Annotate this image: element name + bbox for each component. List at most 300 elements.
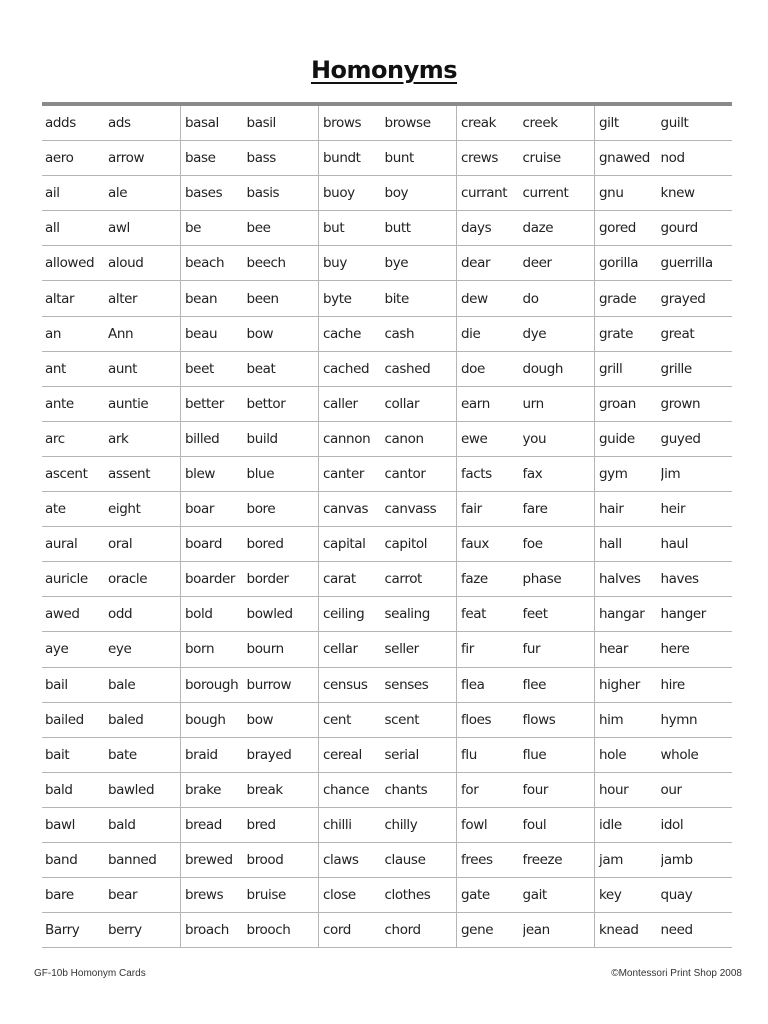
homonym-word: allowed — [45, 255, 95, 272]
homonym-word: bough — [185, 711, 226, 728]
homonym-word: aye — [45, 641, 69, 658]
homonym-pair-row — [457, 106, 594, 141]
homonym-word: ate — [45, 501, 66, 518]
homonym-partner-word: haul — [660, 536, 689, 553]
homonym-word: hole — [599, 746, 627, 763]
homonym-partner-word: brooch — [246, 922, 291, 939]
homonym-partner-word: awl — [108, 220, 130, 237]
homonym-column-2 — [180, 106, 318, 948]
homonym-word: basal — [185, 115, 219, 132]
homonym-pair-row — [595, 141, 732, 176]
homonym-pair-row — [181, 176, 318, 211]
homonym-pair-row — [42, 527, 180, 562]
homonym-pair-row — [595, 913, 732, 948]
homonym-partner-word: chants — [384, 781, 428, 798]
homonym-partner-word: canon — [384, 430, 424, 447]
homonym-pair-row — [181, 843, 318, 878]
homonym-partner-word: bear — [108, 887, 138, 904]
homonym-partner-word: blue — [246, 465, 275, 482]
homonym-word: facts — [461, 465, 492, 482]
homonym-word: faze — [461, 571, 488, 588]
homonym-partner-word: aunt — [108, 360, 138, 377]
homonym-pair-row — [42, 422, 180, 457]
homonym-pair-row — [42, 913, 180, 948]
homonym-pair-row — [42, 597, 180, 632]
homonym-partner-word: cruise — [522, 150, 561, 167]
homonym-pair-row — [457, 597, 594, 632]
homonym-word: canvas — [323, 501, 369, 518]
homonym-word: ewe — [461, 430, 488, 447]
homonym-word: board — [185, 536, 222, 553]
homonym-partner-word: four — [522, 781, 549, 798]
homonym-word: beet — [185, 360, 214, 377]
homonym-partner-word: cashed — [384, 360, 431, 377]
homonym-partner-word: brood — [246, 852, 284, 869]
homonym-partner-word: chord — [384, 922, 421, 939]
homonym-partner-word: boy — [384, 185, 409, 202]
homonym-pair-row — [42, 352, 180, 387]
homonym-word: bases — [185, 185, 223, 202]
homonym-pair-row — [181, 246, 318, 281]
homonym-word: frees — [461, 852, 493, 869]
homonym-pair-row — [595, 808, 732, 843]
homonym-partner-word: eight — [108, 501, 141, 518]
homonym-word: gilt — [599, 115, 619, 132]
homonym-pair-row — [181, 141, 318, 176]
homonym-pair-row — [319, 422, 456, 457]
homonym-pair-row — [595, 527, 732, 562]
homonym-partner-word: bunt — [384, 150, 414, 167]
homonym-partner-word: beat — [246, 360, 276, 377]
homonym-word: dear — [461, 255, 491, 272]
homonym-word: broach — [185, 922, 229, 939]
homonym-pair-row — [595, 632, 732, 667]
homonym-partner-word: hanger — [660, 606, 706, 623]
homonym-word: cord — [323, 922, 351, 939]
homonym-word: close — [323, 887, 356, 904]
homonym-word: ant — [45, 360, 66, 377]
homonym-pair-row — [42, 141, 180, 176]
homonym-pair-row — [457, 668, 594, 703]
homonym-pair-row — [42, 176, 180, 211]
homonym-pair-row — [319, 141, 456, 176]
homonym-word: gene — [461, 922, 494, 939]
homonym-word: caller — [323, 395, 358, 412]
homonym-pair-row — [595, 317, 732, 352]
homonym-pair-row — [457, 562, 594, 597]
homonym-pair-row — [595, 352, 732, 387]
homonym-word: better — [185, 395, 224, 412]
homonym-pair-row — [457, 773, 594, 808]
homonym-partner-word: hymn — [660, 711, 698, 728]
homonym-word: beau — [185, 325, 218, 342]
homonym-partner-word: brayed — [246, 746, 292, 763]
homonym-pair-row — [181, 281, 318, 316]
homonym-pair-row — [457, 457, 594, 492]
homonym-pair-row — [181, 668, 318, 703]
homonym-partner-word: seller — [384, 641, 419, 658]
homonym-partner-word: foe — [522, 536, 543, 553]
homonym-table — [42, 106, 732, 948]
homonym-word: billed — [185, 430, 220, 447]
homonym-word: idle — [599, 816, 622, 833]
page-title: Homonyms — [310, 56, 458, 84]
homonym-pair-row — [42, 738, 180, 773]
homonym-word: arc — [45, 430, 65, 447]
homonym-word: groan — [599, 395, 636, 412]
homonym-pair-row — [181, 527, 318, 562]
homonym-word: brows — [323, 115, 362, 132]
homonym-pair-row — [595, 597, 732, 632]
homonym-pair-row — [181, 317, 318, 352]
homonym-pair-row — [181, 738, 318, 773]
homonym-word: carat — [323, 571, 356, 588]
homonym-word: byte — [323, 290, 352, 307]
homonym-pair-row — [457, 246, 594, 281]
homonym-word: cellar — [323, 641, 358, 658]
homonym-partner-word: whole — [660, 746, 699, 763]
homonym-partner-word: browse — [384, 115, 431, 132]
homonym-partner-word: bruise — [246, 887, 286, 904]
homonym-partner-word: bald — [108, 816, 136, 833]
homonym-word: gym — [599, 465, 628, 482]
homonym-partner-word: foul — [522, 816, 547, 833]
homonym-pair-row — [42, 492, 180, 527]
homonym-word: band — [45, 852, 78, 869]
homonym-pair-row — [457, 352, 594, 387]
homonym-partner-word: fare — [522, 501, 548, 518]
homonym-pair-row — [42, 457, 180, 492]
homonym-pair-row — [319, 843, 456, 878]
homonym-pair-row — [181, 422, 318, 457]
homonym-pair-row — [595, 457, 732, 492]
homonym-partner-word: bee — [246, 220, 271, 237]
homonym-word: an — [45, 325, 62, 342]
homonym-partner-word: idol — [660, 816, 684, 833]
homonym-pair-row — [457, 878, 594, 913]
homonym-word: earn — [461, 395, 490, 412]
homonym-pair-row — [457, 141, 594, 176]
homonym-partner-word: creek — [522, 115, 558, 132]
homonym-partner-word: assent — [108, 465, 151, 482]
homonym-partner-word: gourd — [660, 220, 698, 237]
homonym-word: gorilla — [599, 255, 639, 272]
homonym-word: bawl — [45, 816, 76, 833]
homonym-partner-word: our — [660, 781, 682, 798]
homonym-pair-row — [595, 246, 732, 281]
homonym-word: die — [461, 325, 481, 342]
homonym-word: bare — [45, 887, 74, 904]
homonym-word: floes — [461, 711, 492, 728]
homonym-partner-word: ark — [108, 430, 129, 447]
homonym-pair-row — [181, 352, 318, 387]
homonym-pair-row — [595, 562, 732, 597]
homonym-word: gnawed — [599, 150, 650, 167]
homonym-partner-word: banned — [108, 852, 157, 869]
homonym-partner-word: bye — [384, 255, 409, 272]
homonym-pair-row — [42, 808, 180, 843]
homonym-pair-row — [457, 176, 594, 211]
homonym-column-1 — [42, 106, 180, 948]
homonym-word: boar — [185, 501, 215, 518]
homonym-pair-row — [42, 668, 180, 703]
footer-copyright: ©Montessori Print Shop 2008 — [611, 968, 742, 979]
homonym-partner-word: bale — [108, 676, 136, 693]
homonym-partner-word: serial — [384, 746, 419, 763]
homonym-word: blew — [185, 465, 216, 482]
homonym-word: aural — [45, 536, 78, 553]
homonym-word: brake — [185, 781, 222, 798]
homonym-partner-word: guilt — [660, 115, 689, 132]
homonym-partner-word: nod — [660, 150, 685, 167]
homonym-pair-row — [319, 317, 456, 352]
homonym-word: buoy — [323, 185, 355, 202]
homonym-word: flea — [461, 676, 485, 693]
homonym-partner-word: build — [246, 430, 278, 447]
homonym-word: hear — [599, 641, 629, 658]
homonym-partner-word: deer — [522, 255, 552, 272]
homonym-word: ante — [45, 395, 74, 412]
homonym-pair-row — [319, 597, 456, 632]
homonym-word: days — [461, 220, 492, 237]
homonym-word: bold — [185, 606, 213, 623]
homonym-word: him — [599, 711, 624, 728]
homonym-pair-row — [319, 738, 456, 773]
homonym-partner-word: flee — [522, 676, 547, 693]
homonym-partner-word: bourn — [246, 641, 284, 658]
homonym-word: fir — [461, 641, 474, 658]
homonym-pair-row — [595, 668, 732, 703]
homonym-pair-row — [181, 597, 318, 632]
homonym-partner-word: aloud — [108, 255, 144, 272]
homonym-pair-row — [457, 527, 594, 562]
homonym-word: bread — [185, 816, 222, 833]
homonym-pair-row — [457, 808, 594, 843]
homonym-partner-word: gait — [522, 887, 547, 904]
homonym-word: bundt — [323, 150, 361, 167]
homonym-partner-word: berry — [108, 922, 142, 939]
homonym-partner-word: border — [246, 571, 289, 588]
homonym-partner-word: feet — [522, 606, 548, 623]
homonym-pair-row — [595, 773, 732, 808]
homonym-pair-row — [457, 632, 594, 667]
homonym-partner-word: bawled — [108, 781, 155, 798]
homonym-pair-row — [319, 457, 456, 492]
homonym-pair-row — [457, 703, 594, 738]
homonym-pair-row — [181, 703, 318, 738]
homonym-partner-word: cash — [384, 325, 415, 342]
homonym-word: chance — [323, 781, 370, 798]
homonym-word: beach — [185, 255, 225, 272]
homonym-partner-word: flue — [522, 746, 547, 763]
homonym-word: hall — [599, 536, 622, 553]
homonym-pair-row — [42, 703, 180, 738]
homonym-word: knead — [599, 922, 639, 939]
homonym-pair-row — [595, 387, 732, 422]
homonym-word: bean — [185, 290, 218, 307]
homonym-pair-row — [319, 281, 456, 316]
homonym-partner-word: chilly — [384, 816, 418, 833]
homonym-word: canter — [323, 465, 365, 482]
homonym-pair-row — [595, 738, 732, 773]
homonym-partner-word: guyed — [660, 430, 701, 447]
homonym-partner-word: odd — [108, 606, 133, 623]
homonym-partner-word: oral — [108, 536, 133, 553]
homonym-partner-word: bite — [384, 290, 409, 307]
homonym-word: braid — [185, 746, 218, 763]
homonym-pair-row — [181, 562, 318, 597]
homonym-pair-row — [457, 387, 594, 422]
homonym-pair-row — [319, 703, 456, 738]
homonym-word: for — [461, 781, 479, 798]
homonym-word: gate — [461, 887, 490, 904]
homonym-pair-row — [319, 492, 456, 527]
homonym-word: halves — [599, 571, 641, 588]
homonym-word: ceiling — [323, 606, 365, 623]
homonym-pair-row — [319, 878, 456, 913]
homonym-partner-word: jamb — [660, 852, 693, 869]
homonym-pair-row — [319, 562, 456, 597]
homonym-partner-word: break — [246, 781, 283, 798]
homonym-partner-word: freeze — [522, 852, 563, 869]
homonym-partner-word: dye — [522, 325, 547, 342]
homonym-pair-row — [595, 878, 732, 913]
homonym-pair-row — [457, 211, 594, 246]
homonym-partner-word: baled — [108, 711, 144, 728]
homonym-pair-row — [181, 773, 318, 808]
homonym-word: census — [323, 676, 368, 693]
homonym-word: brews — [185, 887, 224, 904]
homonym-word: key — [599, 887, 622, 904]
homonym-pair-row — [595, 211, 732, 246]
homonym-word: cent — [323, 711, 351, 728]
homonym-partner-word: been — [246, 290, 279, 307]
homonym-pair-row — [457, 317, 594, 352]
homonym-partner-word: sealing — [384, 606, 430, 623]
homonym-word: currant — [461, 185, 508, 202]
homonym-partner-word: fur — [522, 641, 541, 658]
homonym-word: buy — [323, 255, 347, 272]
homonym-partner-word: bettor — [246, 395, 286, 412]
homonym-word: but — [323, 220, 345, 237]
homonym-pair-row — [319, 808, 456, 843]
homonym-word: all — [45, 220, 60, 237]
homonym-partner-word: cantor — [384, 465, 426, 482]
homonym-partner-word: eye — [108, 641, 132, 658]
homonym-partner-word: Ann — [108, 325, 134, 342]
homonym-pair-row — [457, 738, 594, 773]
homonym-partner-word: basis — [246, 185, 280, 202]
homonym-pair-row — [42, 562, 180, 597]
homonym-partner-word: here — [660, 641, 690, 658]
homonym-word: flu — [461, 746, 477, 763]
homonym-word: grill — [599, 360, 623, 377]
homonym-pair-row — [457, 281, 594, 316]
homonym-word: aero — [45, 150, 74, 167]
homonym-partner-word: canvass — [384, 501, 437, 518]
homonym-pair-row — [42, 106, 180, 141]
homonym-pair-row — [319, 246, 456, 281]
homonym-partner-word: jean — [522, 922, 550, 939]
homonym-partner-word: you — [522, 430, 547, 447]
homonym-word: chilli — [323, 816, 352, 833]
homonym-pair-row — [181, 808, 318, 843]
homonym-partner-word: auntie — [108, 395, 149, 412]
homonym-pair-row — [319, 773, 456, 808]
homonym-word: feat — [461, 606, 487, 623]
homonym-word: Barry — [45, 922, 80, 939]
homonym-partner-word: quay — [660, 887, 693, 904]
homonym-word: cannon — [323, 430, 371, 447]
homonym-word: bait — [45, 746, 70, 763]
homonym-word: gored — [599, 220, 636, 237]
homonym-partner-word: basil — [246, 115, 276, 132]
homonym-word: jam — [599, 852, 623, 869]
homonym-word: faux — [461, 536, 489, 553]
homonym-word: claws — [323, 852, 359, 869]
homonym-word: fair — [461, 501, 482, 518]
homonym-pair-row — [42, 878, 180, 913]
homonym-word: bald — [45, 781, 73, 798]
homonym-partner-word: collar — [384, 395, 420, 412]
homonym-pair-row — [181, 106, 318, 141]
homonym-partner-word: clothes — [384, 887, 431, 904]
homonym-word: altar — [45, 290, 75, 307]
homonym-word: dew — [461, 290, 488, 307]
homonym-pair-row — [319, 211, 456, 246]
homonym-partner-word: scent — [384, 711, 420, 728]
homonym-pair-row — [595, 281, 732, 316]
homonym-pair-row — [319, 527, 456, 562]
homonym-pair-row — [181, 632, 318, 667]
homonym-pair-row — [457, 843, 594, 878]
homonym-pair-row — [42, 281, 180, 316]
homonym-pair-row — [595, 843, 732, 878]
homonym-word: bail — [45, 676, 68, 693]
homonym-pair-row — [181, 878, 318, 913]
homonym-partner-word: senses — [384, 676, 429, 693]
homonym-word: base — [185, 150, 216, 167]
homonym-partner-word: urn — [522, 395, 544, 412]
homonym-pair-row — [42, 317, 180, 352]
homonym-word: brewed — [185, 852, 233, 869]
homonym-word: guide — [599, 430, 635, 447]
homonym-partner-word: arrow — [108, 150, 145, 167]
homonym-pair-row — [595, 106, 732, 141]
homonym-partner-word: ale — [108, 185, 128, 202]
homonym-partner-word: haves — [660, 571, 699, 588]
homonym-partner-word: hire — [660, 676, 685, 693]
homonym-partner-word: burrow — [246, 676, 292, 693]
homonym-word: bailed — [45, 711, 84, 728]
homonym-pair-row — [42, 773, 180, 808]
homonym-partner-word: grayed — [660, 290, 706, 307]
homonym-pair-row — [319, 352, 456, 387]
homonym-partner-word: phase — [522, 571, 562, 588]
homonym-partner-word: great — [660, 325, 695, 342]
homonym-partner-word: butt — [384, 220, 411, 237]
homonym-word: hair — [599, 501, 624, 518]
homonym-word: higher — [599, 676, 640, 693]
homonym-word: cached — [323, 360, 370, 377]
homonym-pair-row — [319, 632, 456, 667]
homonym-partner-word: daze — [522, 220, 554, 237]
homonym-pair-row — [595, 176, 732, 211]
homonym-word: awed — [45, 606, 80, 623]
homonym-partner-word: current — [522, 185, 569, 202]
homonym-pair-row — [42, 843, 180, 878]
homonym-pair-row — [181, 387, 318, 422]
